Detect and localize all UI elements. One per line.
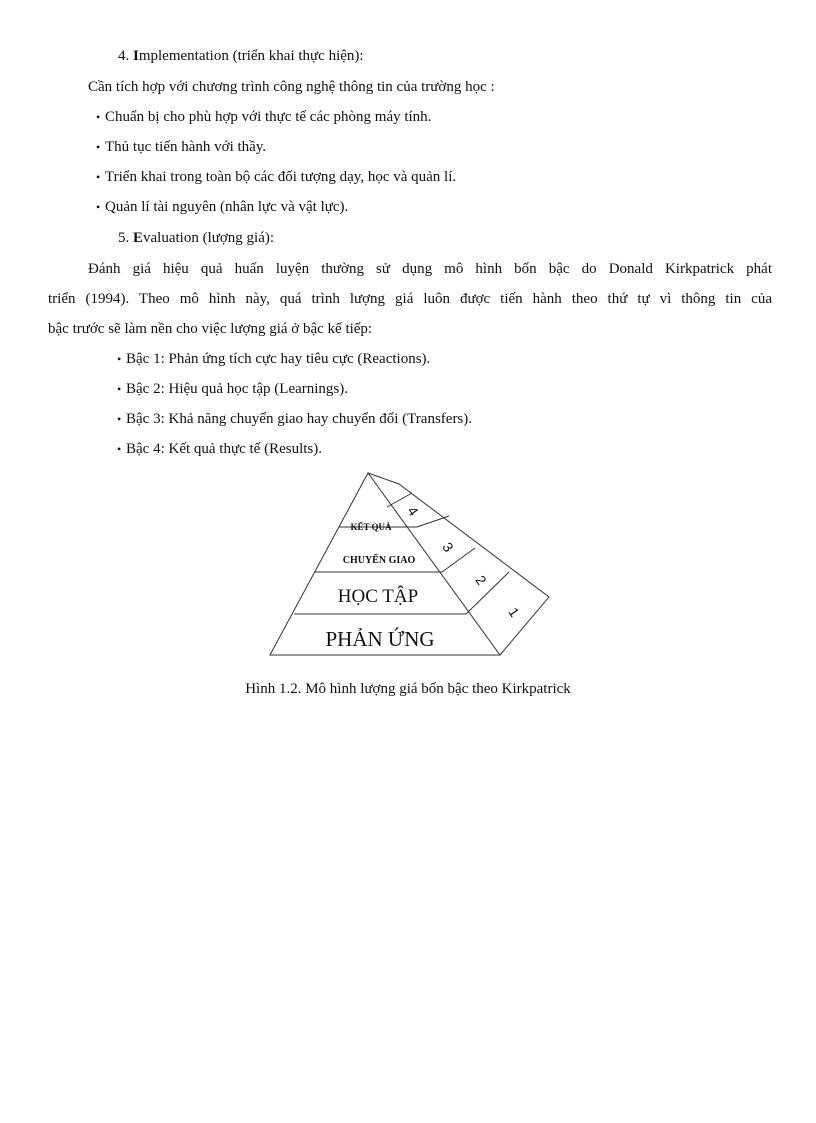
tier-label: PHẢN ỨNG (325, 627, 435, 651)
tier-label: CHUYỂN GIAO (342, 555, 416, 566)
paragraph-line: bậc trước sẽ làm nền cho việc lượng giá ở bậc kế tiếp: (48, 321, 373, 337)
level-number: 3 (439, 539, 457, 555)
tier-label: HỌC TẬP (337, 586, 419, 607)
list-item: • Quản lí tài nguyên (nhân lực và vật lực). (96, 199, 349, 215)
list-item: • Bậc 1: Phản ứng tích cực hay tiêu cực (Reactions). (117, 351, 431, 367)
level-number: 4 (404, 503, 422, 519)
list-item: • Bậc 3: Khả năng chuyển giao hay chuyển đổi (Transfers). (117, 411, 473, 427)
tier-label: KẾT QUẢ (350, 522, 392, 532)
kirkpatrick-pyramid-figure (260, 468, 560, 663)
list-item: • Triển khai trong toàn bộ các đối tượng dạy, học và quản lí. (96, 169, 457, 185)
list-item: • Thủ tục tiến hành với thầy. (96, 139, 267, 155)
paragraph-line: Đánh giá hiệu quả huấn luyện thường sử dụng mô hình bốn bậc do Donald Kirkpatrick phát (88, 261, 772, 277)
section4-intro: Cần tích hợp với chương trình công nghệ thông tin của trường học : (88, 79, 495, 95)
level-number: 2 (472, 572, 490, 588)
section4-heading: 4. Implementation (triển khai thực hiện): (118, 48, 364, 64)
list-item: • Bậc 4: Kết quả thực tế (Results). (117, 441, 322, 457)
section5-heading: 5. Evaluation (lượng giá): (118, 230, 275, 246)
paragraph-line: triển (1994). Theo mô hình này, quá trình lượng giá luôn được tiến hành theo thứ tự vì thông tin của (48, 291, 772, 307)
figure-caption: Hình 1.2. Mô hình lượng giá bốn bậc theo Kirkpatrick (245, 681, 571, 697)
level-number: 1 (505, 604, 523, 620)
list-item: • Bậc 2: Hiệu quả học tập (Learnings). (117, 381, 349, 397)
list-item: • Chuẩn bị cho phù hợp với thực tế các phòng máy tính. (96, 109, 432, 125)
